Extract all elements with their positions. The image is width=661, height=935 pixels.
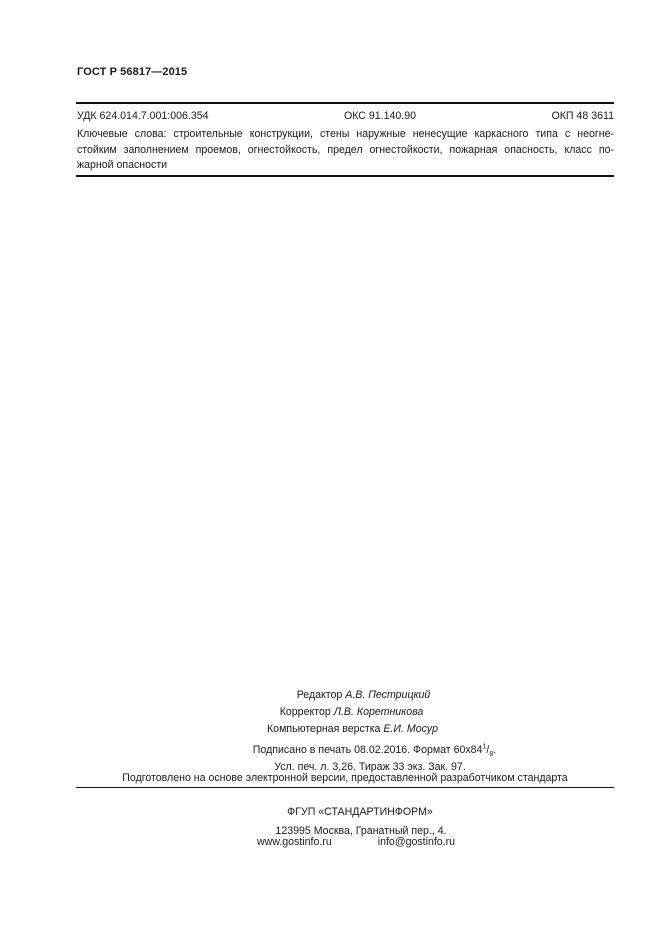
imprint-prepared: Подготовлено на основе электронной версии, предоставленной разработчиком стандарта (122, 772, 568, 784)
website-link[interactable]: www.gostinfo.ru (256, 836, 332, 848)
email-link[interactable]: info@gostinfo.ru (377, 836, 456, 848)
imprint-corrector (76, 706, 614, 718)
signed-text: Подписано в печать 08.02.2016. Формат 60x84 (252, 744, 483, 756)
signed-end: . (493, 744, 497, 756)
editor-role: Редактор (296, 689, 343, 701)
imprint-publisher: ФГУП «СТАНДАРТИНФОРМ» (287, 806, 433, 818)
corrector-name: Л.В. Коретникова (333, 706, 424, 718)
imprint-sheets: Усл. печ. л. 3,26. Тираж 33 экз. Зак. 97. (274, 761, 466, 773)
imprint-signed: Подписано в печать 08.02.2016. Формат $60x84^1/_8$. (252, 743, 497, 759)
classification-row (77, 110, 614, 122)
keywords-block (77, 127, 614, 174)
imprint-divider (76, 787, 614, 788)
keywords-line: Ключевые слова: строительные конструкции, стены наружные ненесущие каркасного типа с неогне- (77, 128, 614, 140)
keywords-line: стойким заполнением проемов, огнестойкость, предел огнестойкости, пожарная опасность, класс по- (77, 143, 614, 156)
layout-name: Е.И. Мосур (383, 723, 438, 735)
oks-code: ОКС 91.140.90 (344, 110, 417, 122)
imprint-layout (76, 723, 614, 735)
imprint-contacts (76, 836, 614, 848)
format-fraction-denominator: 8 (489, 751, 494, 759)
okp-code: ОКП 48 3611 (551, 110, 614, 122)
imprint-address: 123995 Москва, Гранатный пер., 4. (275, 825, 447, 837)
imprint-editor (76, 689, 614, 701)
udk-code: УДК 624.014.7.001:006.354 (77, 110, 209, 122)
layout-role: Компьютерная верстка (267, 723, 381, 735)
standard-code: ГОСТ Р 56817—2015 (77, 66, 188, 78)
keywords-line: жарной опасности (77, 159, 168, 172)
corrector-role: Корректор (279, 706, 331, 718)
format-fraction-numerator: 1 (482, 743, 487, 751)
editor-name: А.В. Пестрицкий (345, 689, 431, 701)
keywords-divider (76, 175, 614, 177)
top-divider (76, 102, 614, 104)
